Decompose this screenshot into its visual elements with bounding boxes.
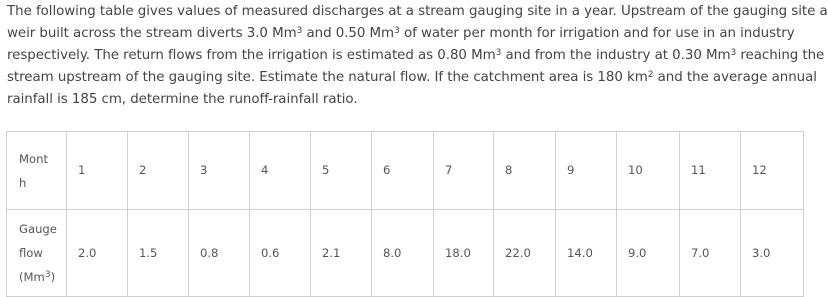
problem-text: and from the industry at 0.30 Mm (501, 48, 731, 63)
flow-cell: 8.0 (372, 210, 434, 297)
superscript-3: 3 (44, 269, 51, 280)
flow-cell: 18.0 (434, 210, 494, 297)
month-cell: 10 (617, 132, 680, 210)
month-cell: 11 (680, 132, 741, 210)
superscript-3: 3 (730, 47, 737, 58)
superscript-2: 2 (647, 69, 654, 80)
month-header-cell (7, 132, 67, 210)
flow-unit (19, 265, 66, 289)
table-row-gauge-flow (7, 210, 804, 297)
month-cell: 12 (741, 132, 804, 210)
flow-cell: 22.0 (494, 210, 556, 297)
problem-text: and 0.50 Mm (302, 26, 395, 41)
superscript-3: 3 (495, 47, 502, 58)
problem-line-1 (7, 1, 828, 23)
month-cell: 7 (434, 132, 494, 210)
flow-cell: 0.8 (189, 210, 250, 297)
flow-header-cell (7, 210, 67, 297)
month-cell: 2 (128, 132, 189, 210)
flow-cell: 2.0 (67, 210, 128, 297)
problem-text: of water per month for irrigation and for use in an industry (399, 26, 795, 41)
problem-line-4 (7, 67, 817, 89)
month-cell: 8 (494, 132, 556, 210)
flow-cell: 9.0 (617, 210, 680, 297)
problem-text: weir built across the stream diverts 3.0 Mm (7, 26, 297, 41)
problem-text: and the average annual (653, 70, 817, 85)
discharge-table (6, 131, 804, 297)
flow-cell: 3.0 (741, 210, 804, 297)
problem-text: stream upstream of the gauging site. Estimate the natural flow. If the catchment area is 180 km (7, 70, 648, 85)
flow-unit-text: (Mm (19, 270, 45, 284)
flow-cell: 1.5 (128, 210, 189, 297)
month-cell: 9 (556, 132, 617, 210)
problem-text: reaching the (736, 48, 825, 63)
flow-unit-text: ) (50, 270, 56, 284)
month-header-text: h (19, 175, 27, 190)
problem-statement (7, 1, 828, 111)
month-cell: 3 (189, 132, 250, 210)
table-row-month (7, 132, 804, 210)
problem-line-3 (7, 45, 825, 67)
month-header-text: Mont (19, 151, 48, 166)
flow-cell: 2.1 (311, 210, 372, 297)
superscript-3: 3 (394, 25, 400, 36)
month-cell: 6 (372, 132, 434, 210)
flow-cell: 7.0 (680, 210, 741, 297)
flow-header-text: Gauge (19, 222, 57, 236)
problem-text: rainfall is 185 cm, determine the runoff-rainfall ratio. (7, 92, 358, 107)
problem-text: respectively. The return flows from the irrigation is estimated as 0.80 Mm (7, 48, 496, 63)
problem-line-2 (7, 23, 803, 45)
problem-text: The following table gives values of measured discharges at a stream gauging site in a year. Upstream of the gauging site a (7, 4, 828, 19)
problem-line-5 (7, 89, 803, 111)
month-cell: 1 (67, 132, 128, 210)
month-cell: 5 (311, 132, 372, 210)
month-cell: 4 (250, 132, 311, 210)
superscript-3: 3 (296, 25, 303, 36)
flow-cell: 0.6 (250, 210, 311, 297)
flow-cell: 14.0 (556, 210, 617, 297)
flow-header-text: flow (19, 246, 43, 260)
